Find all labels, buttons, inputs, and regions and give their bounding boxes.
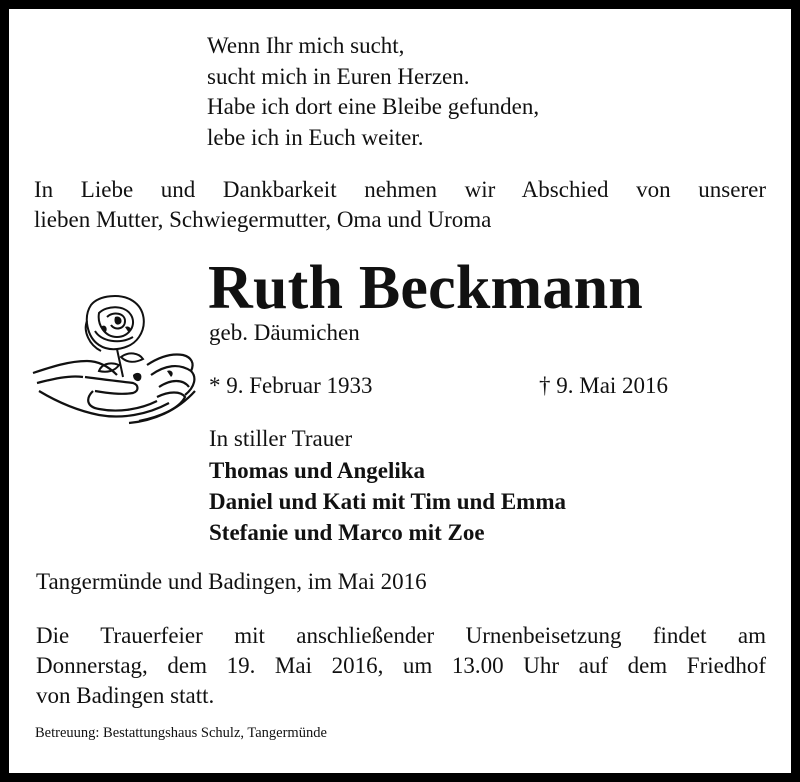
- place-date: Tangermünde und Badingen, im Mai 2016: [36, 569, 427, 594]
- mourner-line: Stefanie und Marco mit Zoe: [209, 520, 485, 545]
- deceased-name: Ruth Beckmann: [208, 254, 643, 322]
- service-line: Die Trauerfeier mit anschließender Urnenbeisetzung findet am: [36, 623, 766, 648]
- poem-line: Habe ich dort eine Bleibe gefunden,: [207, 94, 540, 119]
- intro-line: In Liebe und Dankbarkeit nehmen wir Abschied von unserer: [34, 177, 766, 202]
- poem-line: Wenn Ihr mich sucht,: [207, 33, 405, 58]
- birth-name: geb. Däumichen: [209, 320, 360, 345]
- obituary-card: [9, 9, 791, 773]
- service-line: von Badingen statt.: [36, 683, 215, 708]
- birth-date: * 9. Februar 1933: [209, 373, 373, 398]
- mourner-line: Daniel und Kati mit Tim und Emma: [209, 489, 567, 514]
- intro-line: lieben Mutter, Schwiegermutter, Oma und Uroma: [34, 207, 492, 232]
- mourners-list: [209, 455, 566, 548]
- poem-line: lebe ich in Euch weiter.: [207, 124, 424, 150]
- mourner-line: Thomas und Angelika: [209, 458, 426, 483]
- death-date: † 9. Mai 2016: [539, 373, 669, 398]
- poem: [207, 31, 539, 153]
- intro-text: [34, 175, 766, 235]
- funeral-home-credit: Betreuung: Bestattungshaus Schulz, Tangermünde: [35, 725, 327, 741]
- service-announcement: [36, 621, 766, 711]
- service-line: Donnerstag, dem 19. Mai 2016, um 13.00 Uhr auf dem Friedhof: [36, 653, 766, 678]
- rose-in-hands-icon: [29, 291, 201, 429]
- mourning-label: In stiller Trauer: [209, 426, 353, 451]
- poem-line: sucht mich in Euren Herzen.: [207, 63, 470, 89]
